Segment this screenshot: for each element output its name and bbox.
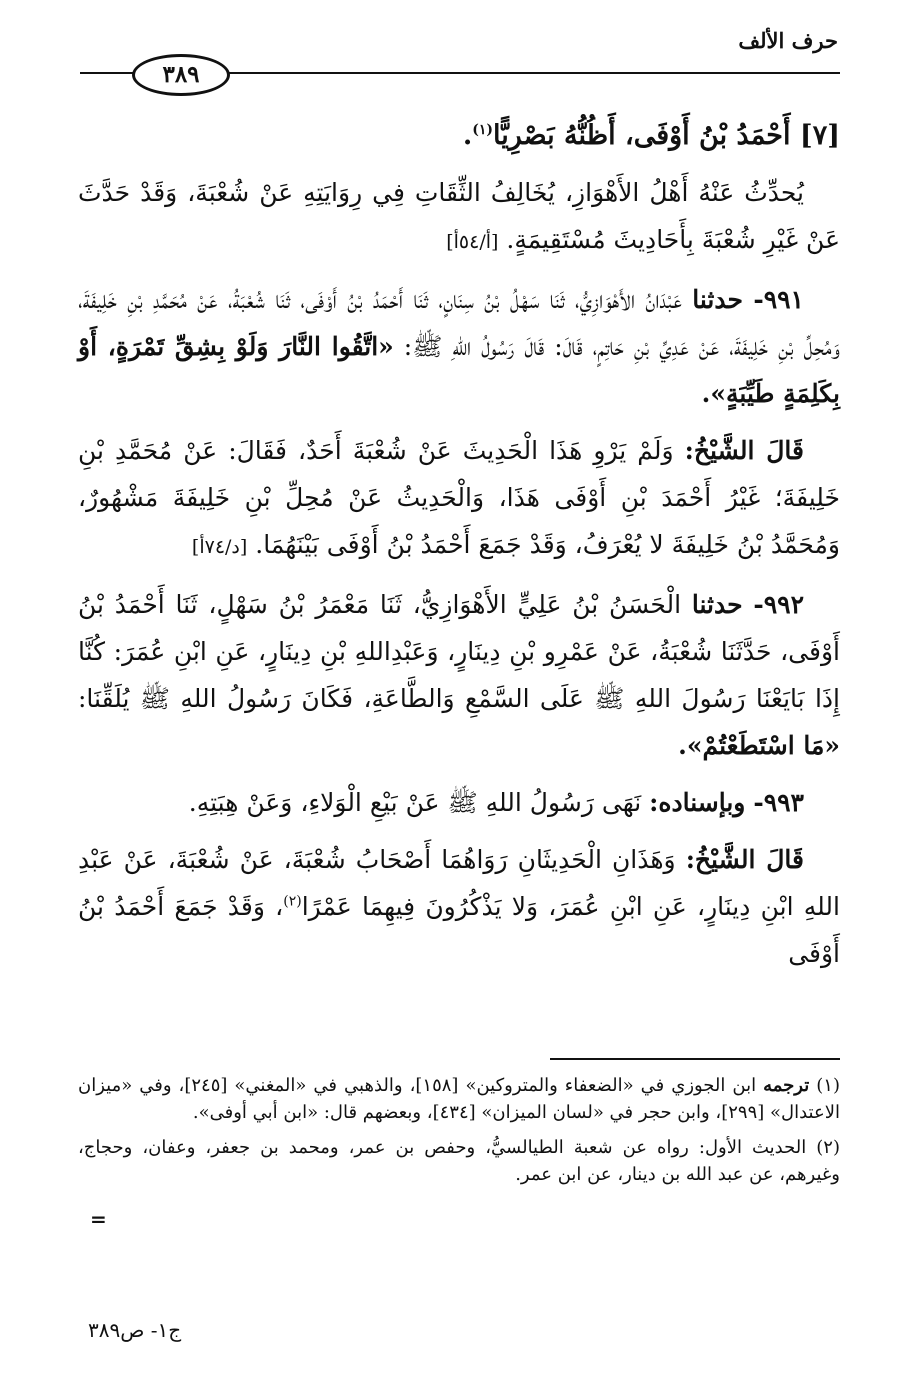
footnote-text: ابن الجوزي في «الضعفاء والمتروكين» [١٥٨]، والذهبي في «المغني» [٢٤٥]، وفي «ميزان الاعتدال» [٢٩٩]، وابن حجر في «لسان الميزان» [٤٣٤]، وبعضهم قال: «ابن أبي أوفى».: [78, 1075, 840, 1123]
page-number: ٣٨٩: [132, 54, 230, 96]
sheikh-comment-2: [78, 836, 840, 977]
footnote-marker-1: (١): [472, 122, 494, 138]
comment-text: وَلَمْ يَرْوِ هَذَا الْحَدِيثَ عَنْ شُعْبَةَ أَحَدٌ، فَقَالَ: عَنْ مُحَمَّدِ بْنِ خَلِيفَةَ؛ غَيْرُ أَحْمَدَ بْنِ أَوْفَى هَذَا، وَالْحَدِيثُ عَنْ مُحِلِّ بْنِ خَلِيفَةَ مَشْهُورٌ، وَمُحَمَّدُ بْنُ خَلِيفَةَ لا يُعْرَفُ، وَقَدْ جَمَعَ أَحْمَدُ بْنُ أَوْفَى بَيْنَهُمَا.: [78, 436, 840, 559]
hadith-text: الْحَسَنُ بْنُ عَلِيٍّ الأَهْوَازِيُّ، ثَنَا مَعْمَرُ بْنُ سَهْلٍ، ثَنَا أَحْمَدُ بْنُ أَوْفَى، حَدَّثَنَا شُعْبَةُ، عَنْ عَمْرِو بْنِ دِينَارٍ، وَعَبْدِاللهِ بْنِ دِينَارٍ، عَنِ ابْنِ عُمَرَ: كُنَّا إِذَا بَايَعْنَا رَسُولَ اللهِ ﷺ عَلَى السَّمْعِ وَالطَّاعَةِ، فَكَانَ رَسُولُ اللهِ ﷺ يُلَقِّنَا:: [78, 590, 840, 713]
sheikh-comment-1: [78, 427, 840, 571]
comment-text-a: وَهَذَانِ الْحَدِيثَانِ رَوَاهُمَا أَصْحَابُ شُعْبَةَ، عَنْ شُعْبَةَ، عَنْ عَبْدِ اللهِ ابْنِ دِينَارٍ، عَنِ ابْنِ عُمَرَ، وَلا يَذْكُرُونَ فِيهِمَا عَمْرًا: [78, 845, 840, 921]
footnote-continuation-mark: =: [90, 1207, 107, 1231]
footnote-1: [78, 1072, 840, 1126]
footnote-number: (٢): [816, 1137, 840, 1158]
entry-title: [٧] أَحْمَدُ بْنُ أَوْفَى، أَظُنُّهُ بَصْرِيًّا$^{(١)}$.: [462, 120, 840, 151]
entry-number: [٧]: [799, 120, 840, 151]
manuscript-ref: [أ/٥٤أ]: [446, 231, 499, 253]
folio-reference: ج١- ص٣٨٩: [88, 1318, 182, 1342]
hadith-quote: «اتَّقُوا النَّارَ وَلَوْ بِشِقِّ تَمْرَةٍ، أَوْ بِكَلِمَةٍ طَيِّبَةٍ».: [78, 332, 840, 408]
hadith-991: [78, 276, 840, 417]
running-head: حرف الألف: [738, 28, 838, 53]
footnote-marker-2: (٢): [283, 893, 302, 910]
entry-intro-text: يُحدِّثُ عَنْهُ أَهْلُ الأَهْوَازِ، يُخَالِفُ الثِّقَاتِ فِي رِوَايَتِهِ عَنْ شُعْبَةَ، وَقَدْ حَدَّثَ عَنْ غَيْرِ شُعْبَةَ بِأَحَادِيثَ مُسْتَقِيمَةٍ.: [78, 178, 840, 254]
hadith-lead: وبإسناده:: [649, 788, 746, 817]
comment-lead: قَالَ الشَّيْخُ:: [685, 845, 804, 874]
footnote-text: الحديث الأول: رواه عن شعبة الطيالسيُّ، وحفص بن عمر، ومحمد بن جعفر، وعفان، وحجاج، وغيرهم، عن عبد الله بن دينار، عن ابن عمر.: [78, 1137, 840, 1185]
footnote-2: [78, 1134, 840, 1188]
footnotes: [78, 1072, 840, 1196]
comment-text-b: ، وَقَدْ جَمَعَ أَحْمَدُ بْنُ أَوْفَى: [78, 892, 840, 968]
footnote-rule: [550, 1058, 840, 1060]
hadith-number: ٩٩١-: [753, 285, 804, 314]
manuscript-ref: [د/٧٤أ]: [191, 536, 248, 558]
hadith-993: [78, 779, 840, 826]
hadith-number: ٩٩٢-: [753, 590, 805, 619]
hadith-lead: حدثنا: [691, 590, 743, 619]
hadith-lead: حدثنا: [692, 285, 743, 314]
main-text: [78, 112, 840, 987]
entry-intro: [78, 169, 840, 266]
comment-lead: قَالَ الشَّيْخُ:: [684, 436, 804, 465]
hadith-quote: «مَا اسْتَطَعْتُمْ».: [678, 731, 840, 760]
footnote-lead: ترجمه: [763, 1075, 810, 1096]
hadith-number: ٩٩٣-: [753, 788, 804, 817]
hadith-text: نَهَى رَسُولُ اللهِ ﷺ عَنْ بَيْعِ الْوَلاءِ، وَعَنْ هِبَتِهِ.: [188, 788, 642, 817]
hadith-text: عَبْدَانُ الأَهْوَازِيُّ، ثَنَا سَهْلُ بْنُ سِنَانٍ، ثَنَا أَحْمَدُ بْنُ أَوْفَى، ثَنَا شُعْبَةُ، عَنْ مُحَمَّدِ بْنِ خَلِيفَةَ، وَمُحِلِّ بْنِ خَلِيفَةَ، عَنْ عَدِيِّ بْنِ حَاتِمٍ، قَالَ: قَالَ رَسُولُ اللهِ ﷺ:: [78, 285, 840, 361]
entry-name: أَحْمَدُ بْنُ أَوْفَى، أَظُنُّهُ بَصْرِيًّا: [493, 120, 791, 151]
hadith-992: [78, 581, 840, 769]
footnote-number: (١): [816, 1075, 840, 1096]
